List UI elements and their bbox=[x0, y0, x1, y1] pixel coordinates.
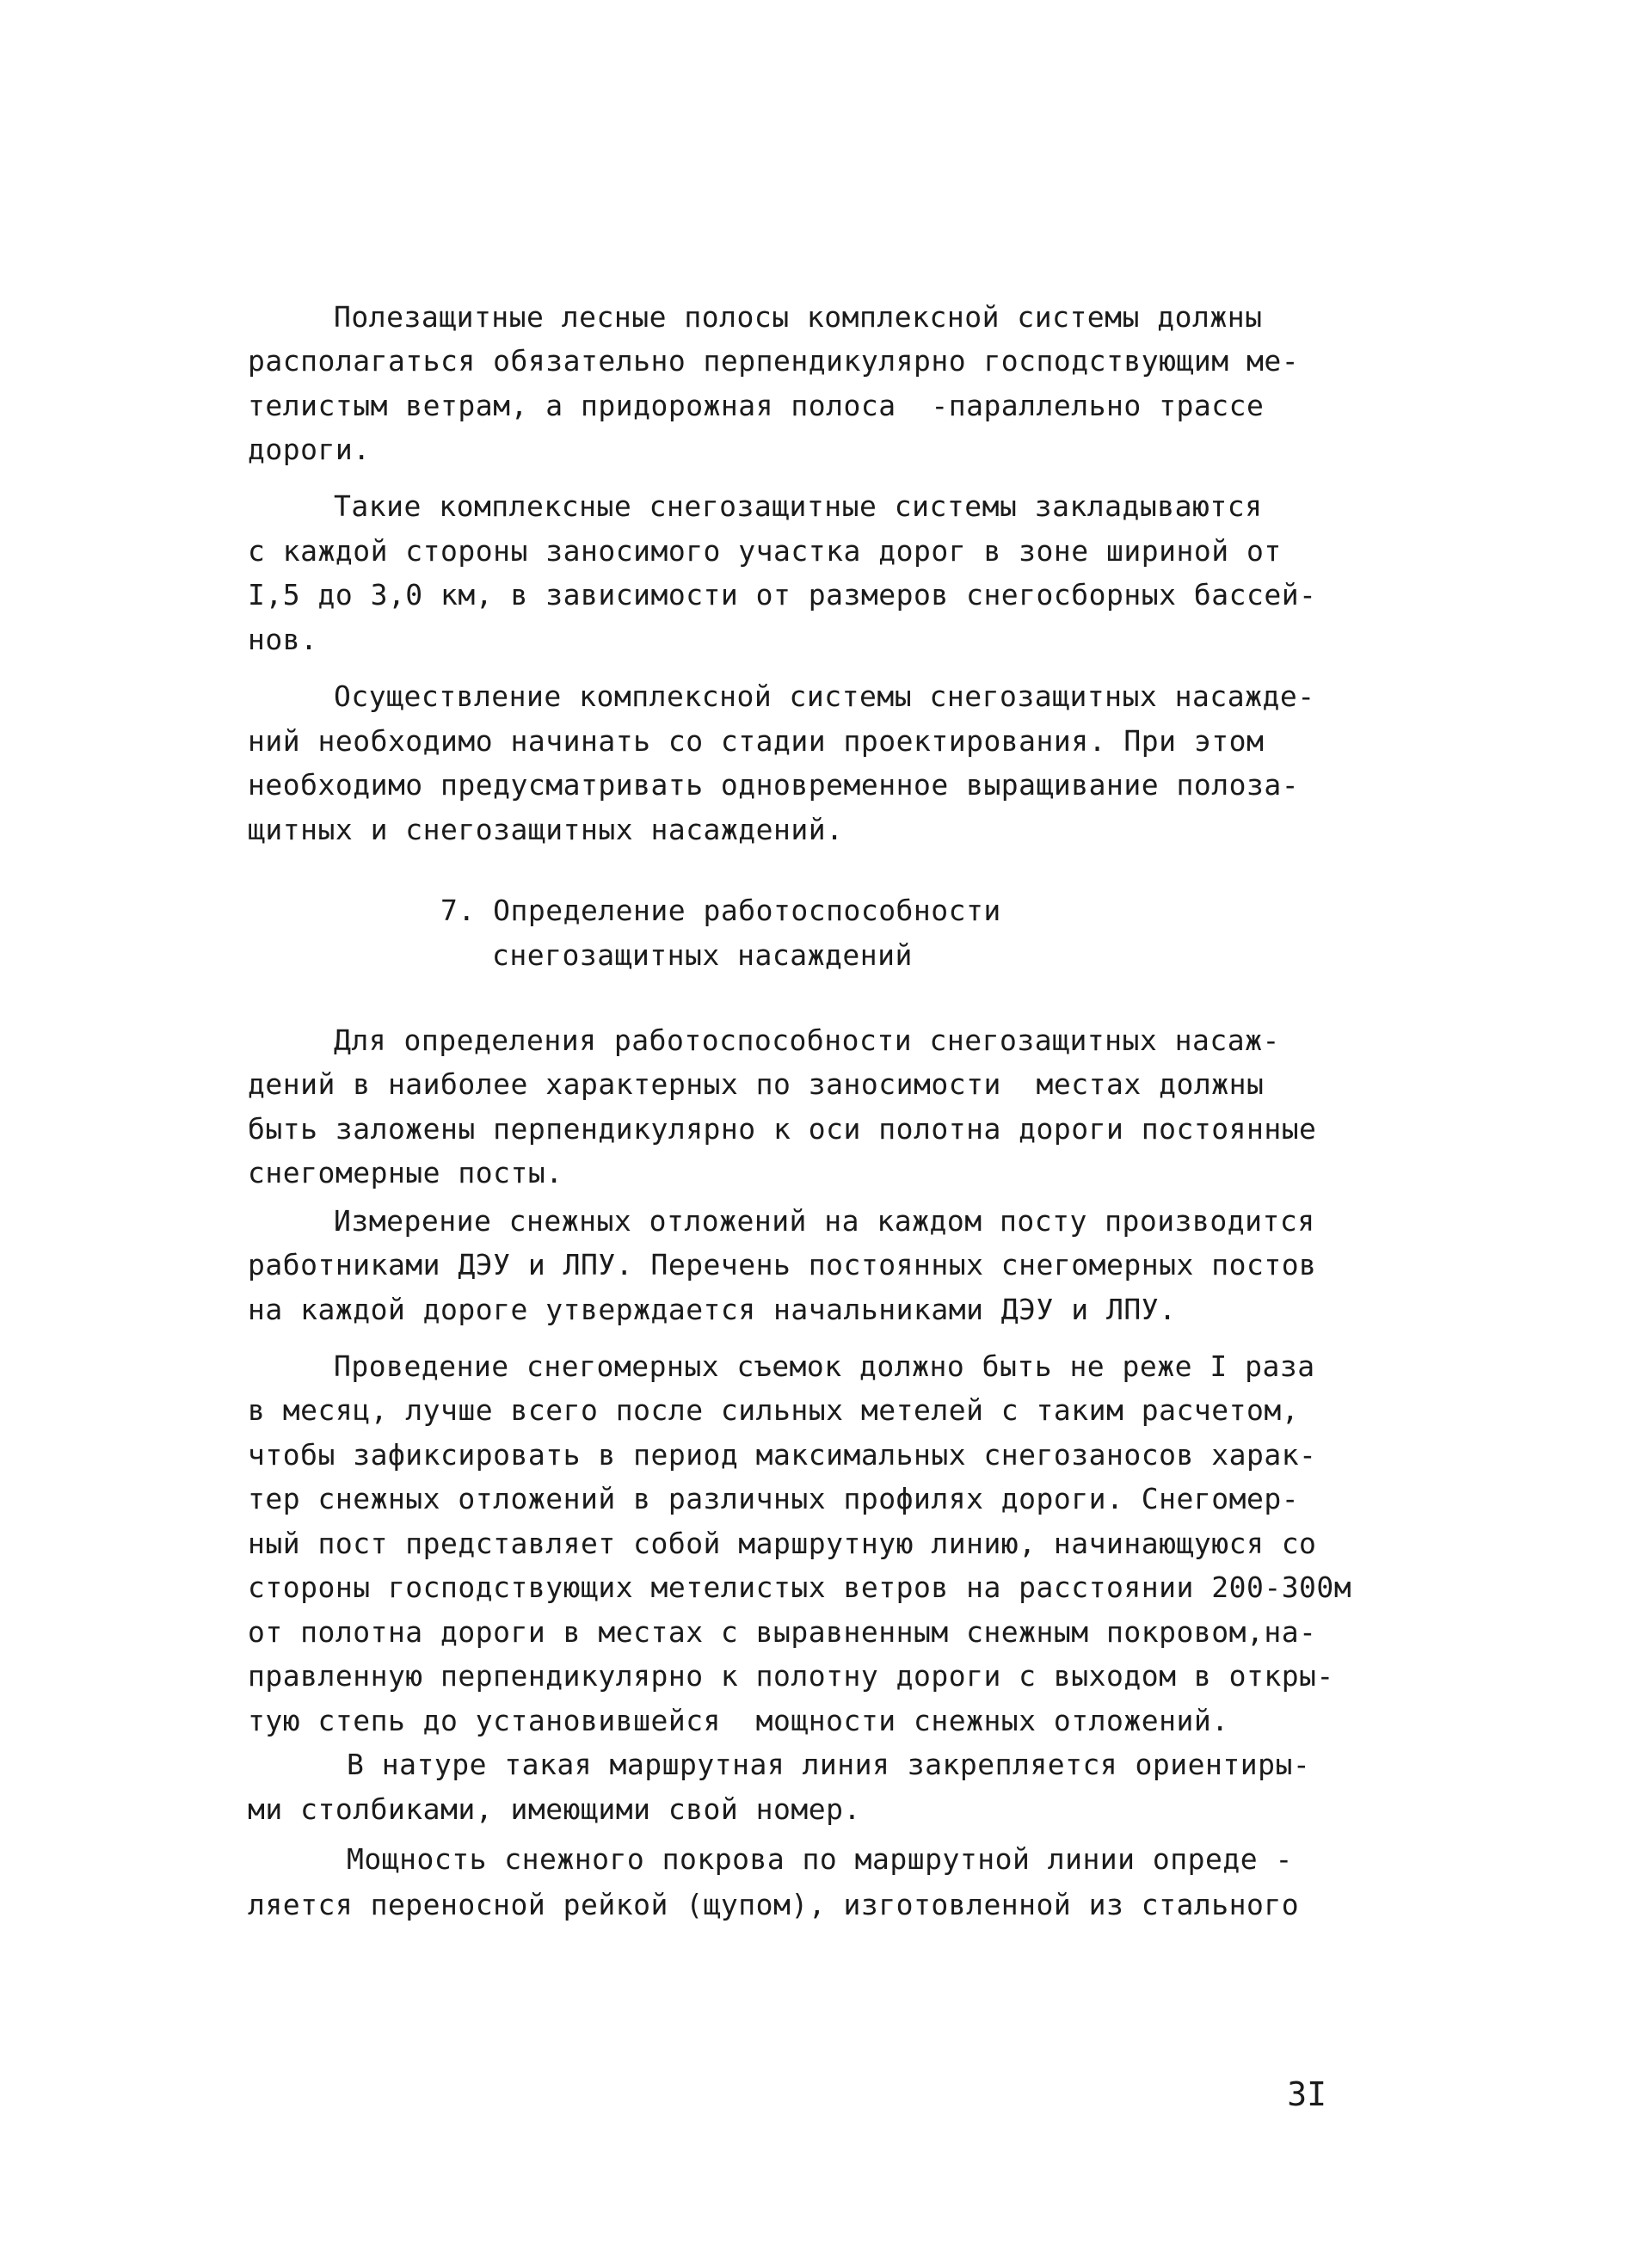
paragraph-line: работниками ДЭУ и ЛПУ. Перечень постоянных снегомерных постов bbox=[248, 1248, 1317, 1282]
paragraph-line: ний необходимо начинать со стадии проектирования. При этом bbox=[248, 724, 1265, 758]
section-heading-line-1: 7. Определение работоспособности bbox=[440, 894, 1001, 927]
paragraph-line: телистым ветрам, а придорожная полоса -параллельно трассе bbox=[248, 389, 1265, 422]
paragraph-line: тер снежных отложений в различных профилях дороги. Снегомер- bbox=[248, 1482, 1300, 1515]
paragraph-line: ми столбиками, имеющими свой номер. bbox=[248, 1792, 861, 1826]
paragraph-line: располагаться обязательно перпендикулярно господствующим ме- bbox=[248, 344, 1300, 378]
paragraph-line: правленную перпендикулярно к полотну дороги с выходом в откры- bbox=[248, 1659, 1334, 1693]
paragraph-line: от полотна дороги в местах с выравненным снежным покровом,на- bbox=[248, 1615, 1317, 1649]
paragraph-line: ляется переносной рейкой (щупом), изготовленной из стального bbox=[248, 1888, 1300, 1921]
paragraph-line: Такие комплексные снегозащитные системы закладываются bbox=[334, 489, 1263, 523]
paragraph-line: щитных и снегозащитных насаждений. bbox=[248, 813, 844, 846]
paragraph-line: ный пост представляет собой маршрутную линию, начинающуюся со bbox=[248, 1527, 1317, 1560]
section-heading-line-2: снегозащитных насаждений bbox=[492, 938, 913, 972]
paragraph-line: стороны господствующих метелистых ветров на расстоянии 200-300м bbox=[248, 1570, 1352, 1604]
paragraph-line: нов. bbox=[248, 623, 318, 656]
paragraph-line: дений в наиболее характерных по заносимости местах должны bbox=[248, 1067, 1265, 1101]
paragraph-line: в месяц, лучше всего после сильных метелей с таким расчетом, bbox=[248, 1393, 1300, 1427]
paragraph-line: с каждой стороны заносимого участка дорог в зоне шириной от bbox=[248, 534, 1282, 568]
paragraph-line: Для определения работоспособности снегозащитных насаж- bbox=[334, 1023, 1280, 1057]
paragraph-line: чтобы зафиксировать в период максимальных снегозаносов харак- bbox=[248, 1438, 1317, 1472]
paragraph-line: Осуществление комплексной системы снегозащитных насажде- bbox=[334, 679, 1315, 713]
page-number: 3I bbox=[1287, 2075, 1326, 2113]
paragraph-line: Мощность снежного покрова по маршрутной линии опреде - bbox=[347, 1842, 1293, 1876]
paragraph-line: Полезащитные лесные полосы комплексной системы должны bbox=[334, 300, 1263, 334]
paragraph-line: Измерение снежных отложений на каждом посту производится bbox=[334, 1204, 1315, 1238]
paragraph-line: В натуре такая маршрутная линия закрепляется ориентиры- bbox=[347, 1748, 1311, 1781]
paragraph-line: Проведение снегомерных съемок должно быть не реже I раза bbox=[334, 1349, 1315, 1383]
paragraph-line: снегомерные посты. bbox=[248, 1156, 563, 1189]
paragraph-line: I,5 до 3,0 км, в зависимости от размеров снегосборных бассей- bbox=[248, 578, 1317, 612]
paragraph-line: дороги. bbox=[248, 433, 371, 466]
paragraph-line: необходимо предусматривать одновременное выращивание полоза- bbox=[248, 768, 1300, 802]
paragraph-line: на каждой дороге утверждается начальниками ДЭУ и ЛПУ. bbox=[248, 1293, 1177, 1326]
paragraph-line: тую степь до установившейся мощности снежных отложений. bbox=[248, 1704, 1229, 1737]
paragraph-line: быть заложены перпендикулярно к оси полотна дороги постоянные bbox=[248, 1112, 1317, 1146]
